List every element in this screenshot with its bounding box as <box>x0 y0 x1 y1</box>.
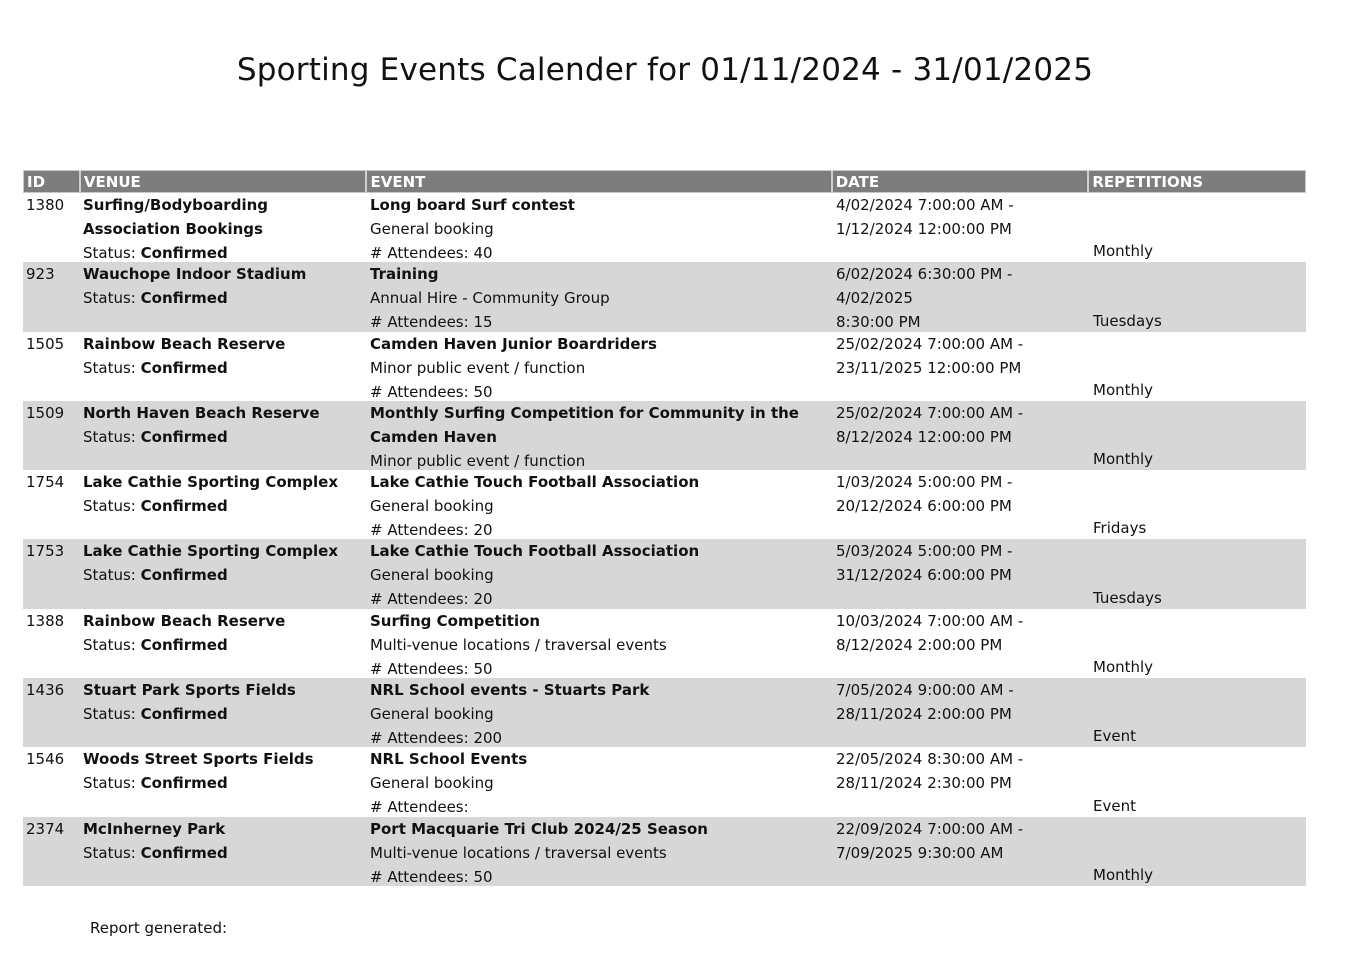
date-start: 5/03/2024 5:00:00 PM - <box>836 542 1013 561</box>
venue-cell <box>80 262 367 331</box>
repetition: Monthly <box>1093 380 1154 399</box>
repetition: Monthly <box>1093 242 1154 261</box>
event-name: NRL School events - Stuarts Park <box>370 681 650 700</box>
repetition-cell <box>1090 609 1306 678</box>
date-cell <box>833 193 1090 262</box>
header-id: ID <box>24 171 81 192</box>
status-value: Confirmed <box>140 289 228 308</box>
date-cell <box>833 539 1090 608</box>
repetition-cell <box>1090 539 1306 608</box>
event-id: 1754 <box>26 473 65 492</box>
date-end: 7/09/2025 9:30:00 AM <box>836 843 1004 862</box>
date-start: 1/03/2024 5:00:00 PM - <box>836 473 1013 492</box>
report-generated: Report generated: <box>90 919 228 937</box>
venue-status <box>83 841 364 865</box>
attendees: # Attendees: 50 <box>370 659 493 678</box>
event-id: 1546 <box>26 750 65 769</box>
venue-status <box>83 425 364 449</box>
repetition-cell <box>1090 747 1306 816</box>
date-end: 8:30:00 PM <box>836 313 921 332</box>
venue-cell <box>80 678 367 747</box>
booking-type: Multi-venue locations / traversal events <box>370 635 667 654</box>
event-name: Lake Cathie Touch Football Association <box>370 473 700 492</box>
repetition-cell <box>1090 401 1306 470</box>
repetition: Monthly <box>1093 865 1154 884</box>
repetition-cell <box>1090 262 1306 331</box>
venue-cell <box>80 332 367 401</box>
status-label: Status: <box>83 843 136 862</box>
repetition-cell <box>1090 678 1306 747</box>
date-cell <box>833 262 1090 331</box>
header-repetitions: REPETITIONS <box>1092 173 1204 191</box>
event-id: 1388 <box>26 611 65 630</box>
event-id: 1505 <box>26 334 65 353</box>
date-start: 22/09/2024 7:00:00 AM - <box>836 819 1024 838</box>
attendees: # Attendees: 15 <box>370 313 493 332</box>
event-id: 1753 <box>26 542 65 561</box>
event-cell <box>367 678 833 747</box>
venue-name: Woods Street Sports Fields <box>83 750 314 769</box>
event-cell <box>367 470 833 539</box>
venue-status <box>83 286 364 310</box>
date-start: 4/02/2024 7:00:00 AM - <box>836 196 1014 214</box>
venue-cell <box>80 470 367 539</box>
status-value: Confirmed <box>140 358 228 377</box>
table-header <box>23 170 1306 193</box>
table-row <box>23 678 1306 747</box>
date-cell <box>833 609 1090 678</box>
table-row <box>23 401 1306 470</box>
date-cell <box>833 747 1090 816</box>
event-name: Surfing Competition <box>370 611 541 630</box>
date-end: 28/11/2024 2:30:00 PM <box>836 774 1012 793</box>
date-cell <box>833 332 1090 401</box>
repetition-cell <box>1090 332 1306 401</box>
date-cell <box>833 817 1090 886</box>
venue-name: Lake Cathie Sporting Complex <box>83 542 339 561</box>
repetition: Monthly <box>1093 450 1154 469</box>
event-id: 1436 <box>26 681 65 700</box>
header-date: DATE <box>833 171 1090 192</box>
venue-name: Rainbow Beach Reserve <box>83 611 286 630</box>
repetition-cell <box>1090 193 1306 262</box>
venue-name: Surfing/Bodyboarding Association Bookings <box>83 196 269 238</box>
date-end: 8/12/2024 2:00:00 PM <box>836 635 1003 654</box>
repetition: Monthly <box>1093 658 1154 677</box>
status-value: Confirmed <box>140 635 228 654</box>
booking-type: General booking <box>370 705 494 724</box>
venue-cell <box>80 747 367 816</box>
event-name: Training <box>370 265 439 284</box>
status-value: Confirmed <box>140 566 228 585</box>
header-venue: VENUE <box>81 171 368 192</box>
status-value: Confirmed <box>140 497 228 516</box>
venue-name: Stuart Park Sports Fields <box>83 681 296 700</box>
status-label: Status: <box>83 774 136 793</box>
attendees: # Attendees: <box>370 798 469 817</box>
date-start: 25/02/2024 7:00:00 AM - <box>836 403 1024 422</box>
table-row <box>23 470 1306 539</box>
event-cell <box>367 332 833 401</box>
attendees: # Attendees: 20 <box>370 521 493 540</box>
event-cell <box>367 747 833 816</box>
venue-status <box>83 356 364 380</box>
event-name: Lake Cathie Touch Football Association <box>370 542 700 561</box>
date-start: 10/03/2024 7:00:00 AM - <box>836 611 1024 630</box>
event-name: Long board Surf contest <box>370 196 575 214</box>
date-end: 20/12/2024 6:00:00 PM <box>836 497 1012 516</box>
status-value: Confirmed <box>140 774 228 793</box>
status-label: Status: <box>83 635 136 654</box>
table-row <box>23 609 1306 678</box>
event-name: NRL School Events <box>370 750 528 769</box>
venue-name: Lake Cathie Sporting Complex <box>83 473 339 492</box>
table-body <box>23 193 1306 886</box>
status-value: Confirmed <box>140 244 228 262</box>
header-event: EVENT <box>367 171 832 192</box>
table-row <box>23 747 1306 816</box>
venue-status <box>83 702 364 726</box>
booking-type: Minor public event / function <box>370 358 586 377</box>
event-cell <box>367 262 833 331</box>
status-value: Confirmed <box>140 427 228 446</box>
status-label: Status: <box>83 358 136 377</box>
event-name: Camden Haven Junior Boardriders <box>370 334 657 353</box>
event-name: Monthly Surfing Competition for Community in the Camden Haven <box>370 403 799 446</box>
report-title: Sporting Events Calender for 01/11/2024 - 31/01/2025 <box>236 52 1094 88</box>
date-start: 6/02/2024 6:30:00 PM - 4/02/2025 <box>836 265 1013 308</box>
status-value: Confirmed <box>140 705 228 724</box>
attendees: # Attendees: 40 <box>370 244 493 262</box>
date-end: 23/11/2025 12:00:00 PM <box>836 358 1022 377</box>
attendees: # Attendees: 50 <box>370 382 493 401</box>
venue-cell <box>80 609 367 678</box>
repetition: Event <box>1093 727 1136 746</box>
event-cell <box>367 817 833 886</box>
date-cell <box>833 470 1090 539</box>
status-label: Status: <box>83 566 136 585</box>
attendees: # Attendees: 50 <box>370 867 493 886</box>
booking-type: Minor public event / function <box>370 451 586 470</box>
venue-name: McInherney Park <box>83 819 226 838</box>
date-end: 31/12/2024 6:00:00 PM <box>836 566 1012 585</box>
date-end: 1/12/2024 12:00:00 PM <box>836 220 1012 238</box>
event-id: 1380 <box>26 196 65 214</box>
date-start: 22/05/2024 8:30:00 AM - <box>836 750 1024 769</box>
event-name: Port Macquarie Tri Club 2024/25 Season <box>370 819 708 838</box>
table-row <box>23 539 1306 608</box>
booking-type: General booking <box>370 220 494 238</box>
repetition: Tuesdays <box>1093 588 1162 607</box>
booking-type: General booking <box>370 774 494 793</box>
status-label: Status: <box>83 497 136 516</box>
venue-cell <box>80 539 367 608</box>
status-label: Status: <box>83 427 136 446</box>
date-end: 8/12/2024 12:00:00 PM <box>836 427 1012 446</box>
venue-name: Rainbow Beach Reserve <box>83 334 286 353</box>
status-label: Status: <box>83 289 136 308</box>
table-row <box>23 332 1306 401</box>
attendees: # Attendees: 20 <box>370 590 493 609</box>
venue-status <box>83 563 364 587</box>
event-cell <box>367 539 833 608</box>
status-value: Confirmed <box>140 843 228 862</box>
event-cell <box>367 401 833 470</box>
venue-name: North Haven Beach Reserve <box>83 403 320 422</box>
date-start: 25/02/2024 7:00:00 AM - <box>836 334 1024 353</box>
events-table <box>23 170 1306 886</box>
event-id: 1509 <box>26 403 65 422</box>
table-row <box>23 262 1306 331</box>
event-id: 923 <box>26 265 55 284</box>
repetition: Tuesdays <box>1093 311 1162 330</box>
venue-cell <box>80 193 367 262</box>
booking-type: Annual Hire - Community Group <box>370 289 610 308</box>
attendees: # Attendees: 200 <box>370 729 503 748</box>
repetition: Fridays <box>1093 519 1147 538</box>
venue-cell <box>80 817 367 886</box>
repetition-cell <box>1090 817 1306 886</box>
date-cell <box>833 678 1090 747</box>
date-cell <box>833 401 1090 470</box>
date-start: 7/05/2024 9:00:00 AM - <box>836 681 1014 700</box>
venue-status <box>83 494 364 518</box>
status-label: Status: <box>83 705 136 724</box>
repetition-cell <box>1090 470 1306 539</box>
booking-type: General booking <box>370 566 494 585</box>
venue-status <box>83 633 364 657</box>
event-id: 2374 <box>26 819 65 838</box>
status-label: Status: <box>83 244 136 262</box>
venue-name: Wauchope Indoor Stadium <box>83 265 307 284</box>
table-row <box>23 193 1306 262</box>
event-cell <box>367 609 833 678</box>
date-end: 28/11/2024 2:00:00 PM <box>836 705 1012 724</box>
table-row <box>23 817 1306 886</box>
booking-type: General booking <box>370 497 494 516</box>
venue-cell <box>80 401 367 470</box>
event-cell <box>367 193 833 262</box>
venue-status <box>83 771 364 795</box>
repetition: Event <box>1093 796 1136 815</box>
booking-type: Multi-venue locations / traversal events <box>370 843 667 862</box>
